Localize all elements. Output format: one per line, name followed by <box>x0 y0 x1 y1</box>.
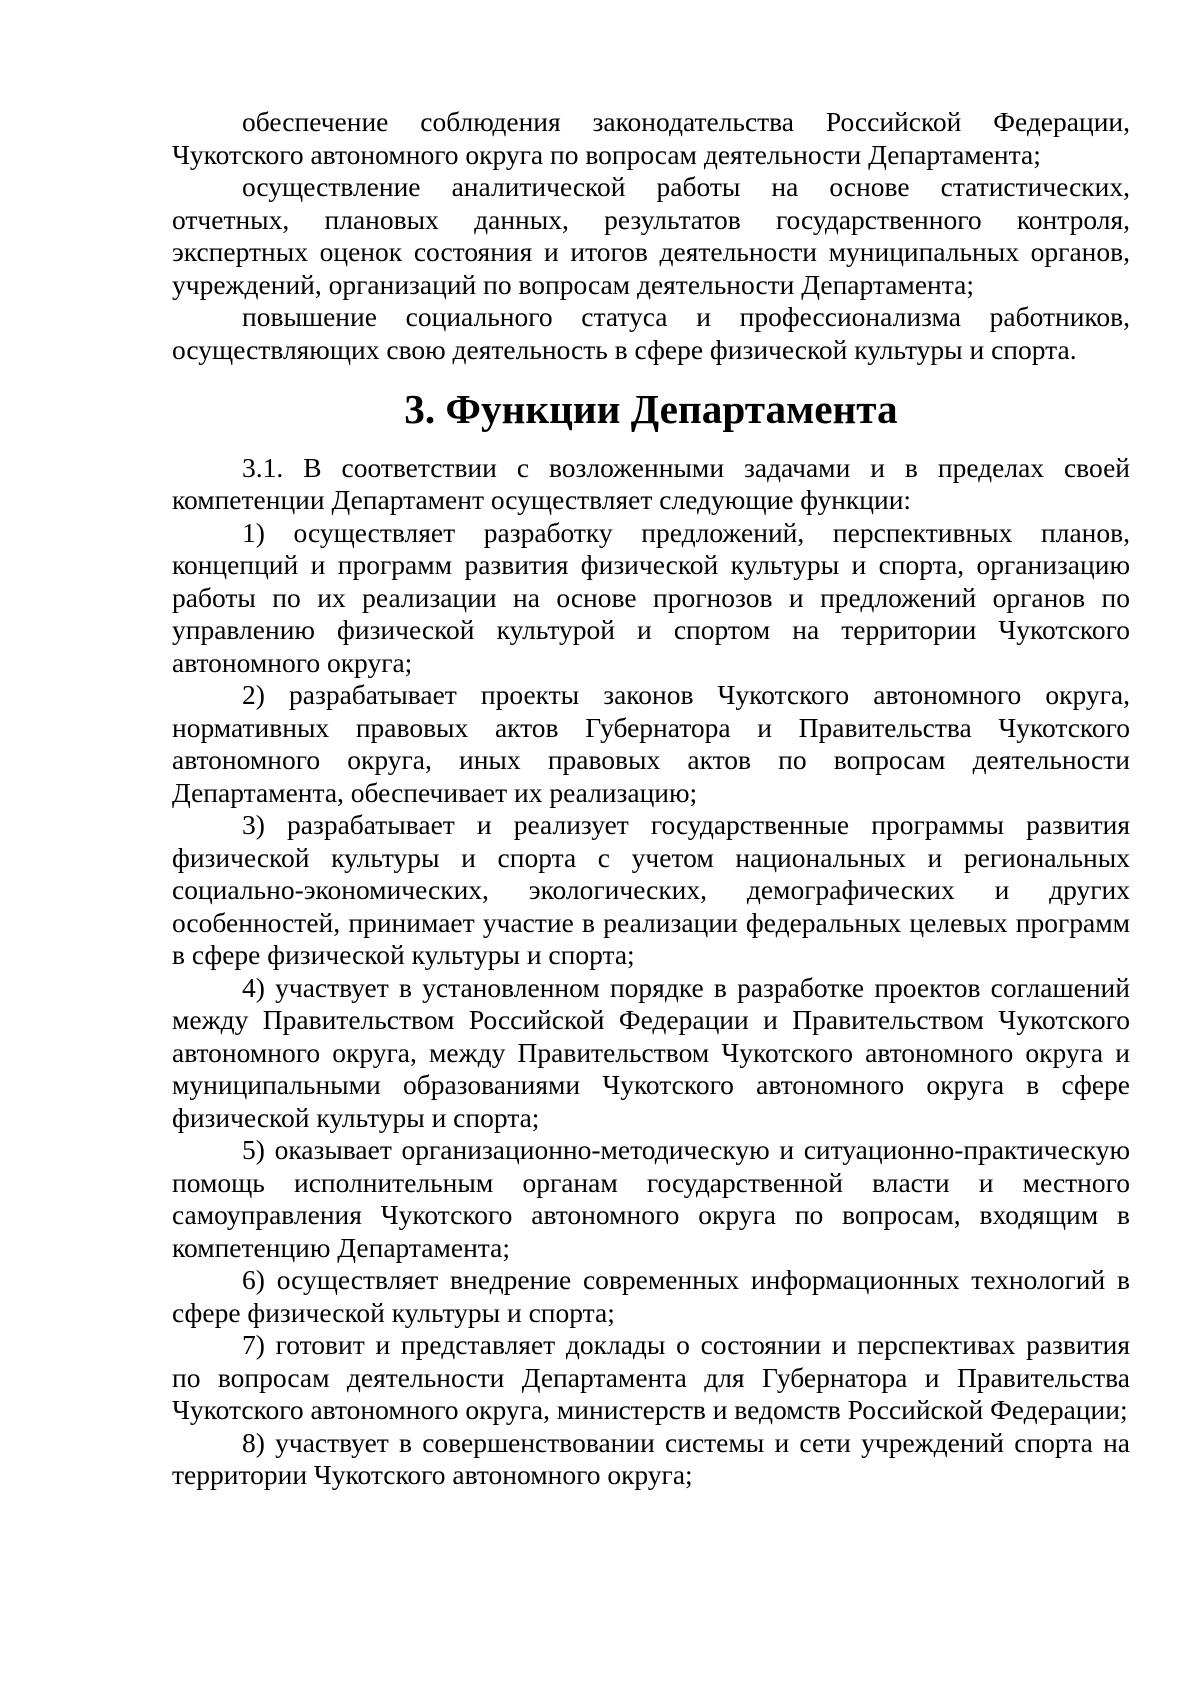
function-item-7: 7) готовит и представляет доклады о состоянии и перспективах развития по вопросам деятельности Департамента для Губернатора и Правительства Чукотского автономного округа, министерств и ведомств Российской Федерации; <box>172 1329 1130 1425</box>
intro-item-2: осуществление аналитической работы на основе статистических, отчетных, плановых данных, результатов государственного контроля, экспертных оценок состояния и итогов деятельности муниципальных органов, учреждений, организаций по вопросам деятельности Департамента; <box>172 171 1130 300</box>
intro-item-3: повышение социального статуса и профессионализма работников, осуществляющих свою деятельность в сфере физической культуры и спорта. <box>172 301 1130 365</box>
function-item-8: 8) участвует в совершенствовании системы и сети учреждений спорта на территории Чукотского автономного округа; <box>172 1426 1130 1490</box>
section-lead: 3.1. В соответствии с возложенными задачами и в пределах своей компетенции Департамент осуществляет следующие функции: <box>172 451 1130 515</box>
document-page <box>172 106 1130 1492</box>
function-item-6: 6) осуществляет внедрение современных информационных технологий в сфере физической культуры и спорта; <box>172 1264 1130 1328</box>
section-heading: 3. Функции Департамента <box>404 386 898 432</box>
function-item-1: 1) осуществляет разработку предложений, перспективных планов, концепций и программ развития физической культуры и спорта, организацию работы по их реализации на основе прогнозов и предложений органов по управлению физической культурой и спортом на территории Чукотского автономного округа; <box>172 516 1130 678</box>
function-item-2: 2) разрабатывает проекты законов Чукотского автономного округа, нормативных правовых актов Губернатора и Правительства Чукотского автономного округа, иных правовых актов по вопросам деятельности Департамента, обеспечивает их реализацию; <box>172 679 1130 808</box>
function-item-4: 4) участвует в установленном порядке в разработке проектов соглашений между Правительством Российской Федерации и Правительством Чукотского автономного округа, между Правительством Чукотского автономного округа и муниципальными образованиями Чукотского автономного округа в сфере физической культуры и спорта; <box>172 971 1130 1133</box>
intro-item-1: обеспечение соблюдения законодательства Российской Федерации, Чукотского автономного округа по вопросам деятельности Департамента; <box>172 106 1130 170</box>
function-item-5: 5) оказывает организационно-методическую и ситуационно-практическую помощь исполнительным органам государственной власти и местного самоуправления Чукотского автономного округа по вопросам, входящим в компетенцию Департамента; <box>172 1134 1130 1263</box>
function-item-3: 3) разрабатывает и реализует государственные программы развития физической культуры и спорта с учетом национальных и региональных социально-экономических, экологических, демографических и других особенностей, принимает участие в реализации федеральных целевых программ в сфере физической культуры и спорта; <box>172 809 1130 970</box>
